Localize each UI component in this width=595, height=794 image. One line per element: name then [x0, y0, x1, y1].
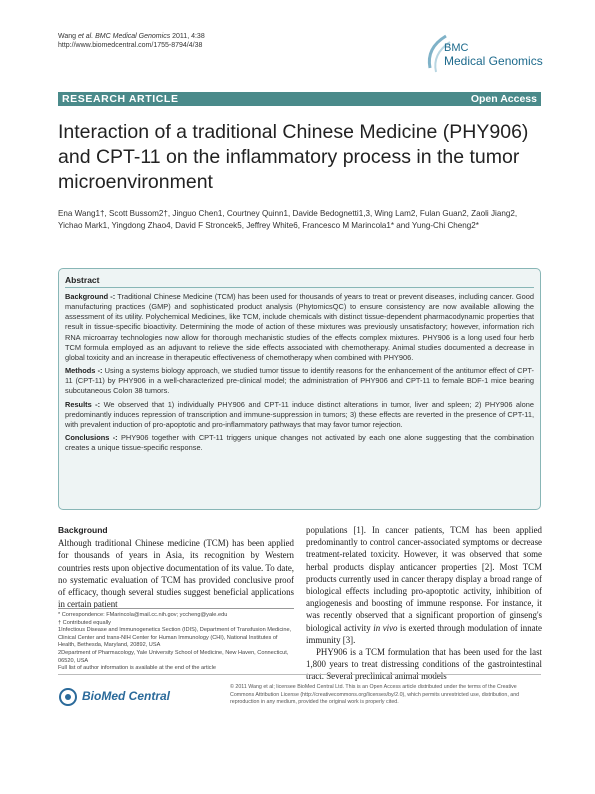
- cite-url[interactable]: http://www.biomedcentral.com/1755-8794/4/38: [58, 42, 203, 49]
- intro-paragraph-1: [306, 524, 542, 646]
- abstract-body: [65, 292, 534, 456]
- cite-etal: et al.: [77, 33, 94, 40]
- intro-paragraph-2: PHY906 is a TCM formulation that has been used for the last 1,800 years to treat distressing conditions of the gastrointestinal tract. Several preclinical animal models: [306, 647, 542, 682]
- cite-rest: 2011, 4:38: [170, 33, 205, 40]
- right-column: [306, 524, 542, 683]
- contributed-note: † Contributed equally: [58, 619, 111, 626]
- biomed-central-icon: [58, 687, 80, 707]
- abstract-results: [65, 400, 534, 430]
- abstract-methods: [65, 366, 534, 396]
- article-title: Interaction of a traditional Chinese Medicine (PHY906) and CPT-11 on the inflammatory process in the tumor microenvironment: [58, 121, 529, 193]
- abstract-heading: Abstract: [65, 275, 100, 285]
- intro-p1-end: is exerted through modulation of innate immunity [3].: [306, 622, 542, 645]
- full-author-info-note: Full list of author information is available at the end of the article: [58, 665, 216, 672]
- conclusions-label: Conclusions -:: [65, 433, 118, 443]
- logo-text-bmc: BMC: [444, 42, 469, 54]
- background-paragraph: Although traditional Chinese medicine (TCM) has been applied for thousands of years in Asia, its recognition by Western countries rests upon objective documentation of its value. To date, no systematic evaluation of TCM has provided conclusive proof of efficacy, though several studies suggest beneficial applications in certain patient: [58, 538, 294, 610]
- citation-header: [58, 32, 205, 50]
- footer-divider: [58, 674, 541, 675]
- publisher-logo: [58, 687, 178, 707]
- logo-text-journal: Medical Genomics: [444, 54, 543, 68]
- conclusions-text: PHY906 together with CPT-11 triggers unique changes not activated by each one alone suggesting that the combination creates a unique tissue-specific response.: [65, 433, 534, 453]
- affiliation-1: 1Infectious Disease and Immunogenetics Section (IDIS), Department of Transfusion Medicine, Clinical Center and trans-NIH Center for Human Immunology (CHI), National Institutes of Health, Bethesda, Maryland, 20892, USA: [58, 627, 292, 649]
- methods-text: Using a systems biology approach, we studied tumor tissue to identify reasons for the enhancement of the antitumor effect of CPT-11 (CPT-11) by PHY906 in a well-characterized pre-clinical model; the administration of PHY906 and CPT-11 to female BDF-1 mice bearing subcutaneous Colon 38 tumors.: [65, 366, 535, 396]
- publisher-name: BioMed Central: [82, 689, 171, 703]
- affiliation-2: 2Department of Pharmacology, Yale University School of Medicine, New Haven, Connecticut, 06520, USA: [58, 649, 289, 664]
- footnote-divider: [58, 608, 294, 609]
- abstract-conclusions: [65, 433, 534, 453]
- left-column: [58, 524, 294, 610]
- article-type-banner: [58, 92, 541, 106]
- background-heading: Background: [58, 525, 108, 535]
- methods-label: Methods -:: [65, 366, 103, 376]
- correspondence-note: * Correspondence: FMarincola@mail.cc.nih.gov; yccheng@yale.edu: [58, 612, 228, 618]
- background-text: Traditional Chinese Medicine (TCM) has been used for thousands of years to treat or prevent diseases, including cancer. Good manufacturing practices (GMP) and sophisticated product analysis (PhytomicsQC) to ensure consistency are now available allowing the assessment of its utility. Polychemical Medicines, like TCM, include chemicals with distinct tissue-dependent pharmacodynamic properties that result in tissue-specific bioactivity. Determining the mode of action of these mixtures was previously unsatisfactory; however, information rich RNA microarray technologies now allow for thorough mechanistic studies of the effects complex mixtures. PHY906 is a long used four herb TCM formula employed as an adjuvant to relieve the side effects associated with chemotherapy. Animal studies documented a decrease in global toxicity and an increase in therapeutic effectiveness of chemotherapy when combined with PHY906.: [65, 292, 534, 362]
- results-label: Results -:: [65, 399, 101, 409]
- author-list: Ena Wang1†, Scott Bussom2†, Jinguo Chen1, Courtney Quinn1, Davide Bedognetti1,3, Wing Lam2, Fulan Guan2, Zaoli Jiang2, Yichao Mark1, Yingdong Zhao4, David F Stroncek5, Jeffrey White6, Francesco M Marincola1* and Yung-Chi Cheng2*: [58, 209, 518, 231]
- abstract-divider: [65, 287, 534, 288]
- background-label: Background -:: [65, 292, 116, 301]
- abstract-box: [58, 268, 541, 510]
- article-type: RESEARCH ARTICLE: [62, 93, 179, 105]
- intro-p1-text: populations [1]. In cancer patients, TCM has been applied predominantly to control cancer-associated symptoms or decrease treatment-related toxicity. However, it was observed that some herbal products display anticancer properties [2]. Most TCM products currently used in cancer therapy display a broad range of biological effects including pro-apoptotic activity, inhibition of angiogenesis and boosting of immune response. For instance, it was recently observed that a significant proportion of ginseng's biological activity: [306, 525, 542, 633]
- abstract-background: [65, 292, 534, 363]
- license-text: © 2011 Wang et al; licensee BioMed Central Ltd. This is an Open Access article distributed under the terms of the Creative Commons Attribution License (http://creativecommons.org/licenses/by/2.0), which permits unrestricted use, distribution, and reproduction in any medium, provided the original work is properly cited.: [230, 684, 520, 705]
- intro-p1-italic: in vivo: [373, 622, 398, 633]
- open-access-label: Open Access: [470, 93, 537, 105]
- cite-journal: BMC Medical Genomics: [93, 33, 171, 40]
- cite-authors: Wang: [58, 33, 78, 40]
- footnotes: [58, 612, 294, 673]
- journal-logo: [424, 30, 544, 80]
- results-text: We observed that 1) individually PHY906 and CPT-11 induce distinct alterations in tumor, liver and spleen; 2) PHY906 alone predominantly induces repression of transcription and immune-suppression in tumors; 3) these effects are reverted in the presence of CPT-11, with prevalent induction of pro-apoptotic and pro-inflammatory pathways that may favor tumor rejection.: [65, 399, 534, 429]
